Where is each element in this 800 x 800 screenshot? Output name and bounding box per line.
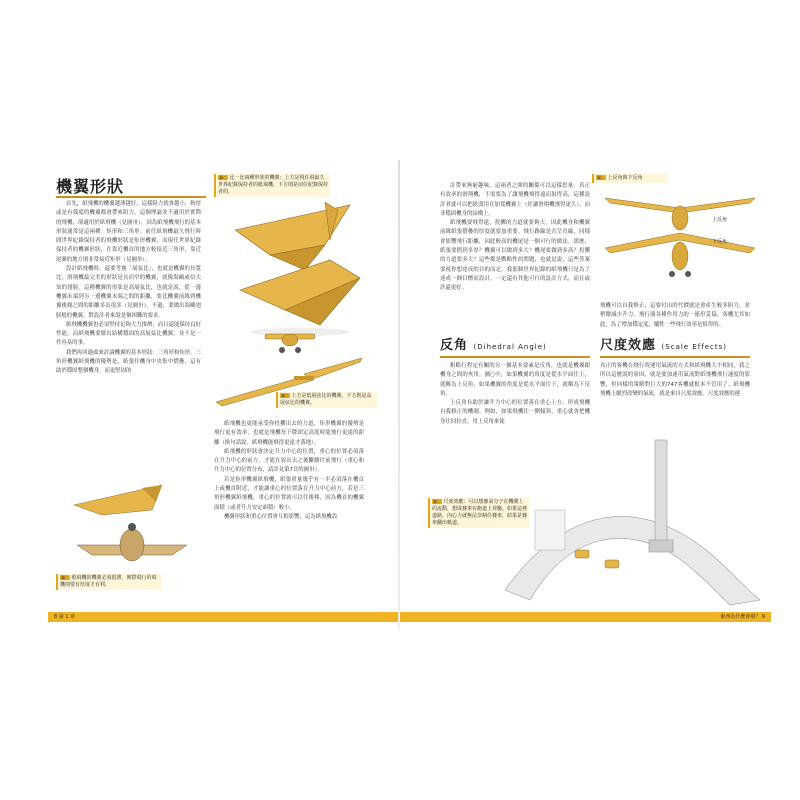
left-mid-column-text — [214, 420, 364, 610]
right-page-footer — [400, 612, 771, 622]
label-dihedral-down: 下反角 — [712, 239, 728, 245]
figure-tag: 圖○ — [281, 393, 289, 398]
paragraph: 機翼形狀和重心位置會互相影響，這為紙飛機設 — [224, 513, 338, 520]
section-heading-scale-effects — [600, 334, 727, 353]
paragraph: 上反角有助於讓升力中心的位置落在重心上方，形成飛機自我修正的機制。例如，如果飛機往一側傾斜，重心就會把機身往回拉直。用上反角來使 — [440, 400, 590, 425]
paragraph: 若是矩形機翼紙飛機，紙張重量幾乎有一半必須落在機首上或機首附近，才能讓重心的位置落在升力中心前方，若是三角形機翼紙飛機，重心的位置就可以往後移，因為機首的機翼面積（或者升力安定面積）較小。 — [214, 476, 364, 511]
paragraph: 紙飛機的形狀會決定升力中心的位置，重心的位置必須落在升力中心的前方，才能在射出去之後繼續往前飛行（重心和升力中心的位置分布，請詳見第7頁的圖卅）。 — [214, 448, 364, 474]
paragraph: 首先，紙飛機的機翼越薄越好，這樣阻力就會越小，較厚或是有弧度的機翼都會帶來阻力，這個理論並不適用於實際的飛機，卻適用於紙飛機（見圖卅），因為紙飛機飛行的基本形狀通常是這兩種：矩形和三角形。前任紙飛機最久飛行時間世界紀錄保持者的飛機形狀是矩形機翼，而現任世界紀錄保持者的機翼形狀，在靠近機首的地方較接近三角形，靠近尾翼的地方則非常接近矩形（見圖卅）。 — [56, 201, 201, 263]
caption-text: 比一比兩種形狀的機翼：上方是現任飛最久世界紀錄保持者的紙飛機，下方則是前任紀錄保持者的。 — [218, 175, 329, 195]
section-heading-wing-shape: 機翼形狀 — [56, 174, 124, 197]
figure-tag: 圖○ — [219, 175, 227, 180]
paragraph: 我們再回過頭來討論機翼的基本形狀：三角形和矩形。三角形機翼紙飛機的優勢是，紙張往機身中央集中摺疊，這有助於穩固整個機身，而更堅固的 — [56, 349, 201, 375]
label-dihedral-up: 上反角 — [712, 217, 728, 223]
section-heading-dihedral — [440, 334, 547, 353]
heading-cn: 反角 — [440, 338, 469, 353]
thin-paper-plane-illustration — [72, 480, 172, 520]
dihedral-plane-illustration — [600, 188, 760, 288]
left-column-text — [56, 200, 201, 468]
paragraph: 紙飛機機翼也必須堅持足夠大力推擠，而且還能保持良好性能，而紙飛機要做出結構穩固的高展弦比機翼，並不是一件容易的事。 — [56, 321, 201, 347]
heading-en: (Dihedral Angle) — [473, 343, 547, 351]
caption-thin-wing — [56, 574, 162, 590]
caption-text: 上反角與下反角 — [607, 175, 643, 181]
figure-tag: 圖○ — [61, 575, 69, 580]
dihedral-side-text: 飛機可以自我修正，這要付出的代價就是會產生較多阻力，並稍微減少升力。飛行器各種作用力的一連串妥協，客機尤其如此，為了增加穩定度，犧牲一些飛行效率是值得的。 — [600, 303, 750, 328]
caption-scale-effects — [428, 498, 529, 528]
right-top-column-text — [440, 182, 590, 347]
page-number-right: 東西為什麼會飛？ 9 — [720, 614, 765, 620]
caption-text: 上方是低展弦比的機翼，下方則是高展弦比的機翼。 — [280, 393, 372, 406]
caption-wing-comparison — [214, 174, 330, 197]
delta-paper-plane-illustration — [230, 200, 370, 340]
paragraph: 計帶來無窮趣味，這兩者之間的關係可以這樣思量：真正有效率的滑翔機，不需要為了讓飛機飛得遠而射得高，這種設計者就可以把紙張用在加寬機翼上（好讓滑翔機飛得更久），而非穩固機身的結構上。 — [440, 183, 590, 217]
caption-text: 尺度效應：可以想像氣分子在機翼上的流動，想成賽車在跑道上奔馳。如果這裡道路，內心力就無法奈制住賽車，結果是賽車翻出軌道。 — [432, 499, 528, 526]
page-gutter — [398, 160, 400, 630]
left-page-footer — [48, 612, 398, 622]
heading-cn: 尺度效應 — [600, 338, 657, 353]
paragraph: 設計紙飛機時，還要考慮「展弦比」，也就是機翼的長寬比。滑翔機最完美的形狀是長而窄的機翼，就像海鷗或信天翁的翅膀。這種機翼的形狀是高展弦比，也就是說，從一邊機翼末端到另一邊機翼末端之間的距離，要比機翼前緣到機翼後緣之間的距離多出很多（見圖卅）。不過，要做出海鷗翅膀般的機翼，對設計者來說是個困難的要求。 — [56, 266, 201, 319]
caption-dihedral — [592, 174, 668, 183]
caption-text: 紙飛機的機翼必須很薄，實際飛行的飛機則要有厚度才有利。 — [60, 575, 157, 588]
page-number-left: 8 第 1 章 — [54, 614, 76, 620]
paragraph: 紙飛機要飛得遠，投擲的力道就要夠大，因此機身和機翼前緣紙張摺疊的厚度就要加重要。飛行路線是否呈直線，同樣會影響飛行距離，因此較高的機尾是一個可行的做法。那麼，紙張要摺到多厚？機翼可以做到多大？機尾要做到多高？投擲的力道要多大？這些都是戰略性的問題，也就是說，這些答案要視你想達成的目的而定。我那個世界紀錄的紙飛機只是為了達成一個目標而設計，一定還有其他可行的設計方式，而且或許還更好。 — [440, 220, 590, 292]
real-airplane-illustration — [72, 515, 192, 575]
paragraph: 紙飛機也更能承受你投擲出去的力道，矩形機翼的優勢是飛行更有效率，也就是飛機每下降固定高度時能飛行更遠的距離（換句話說，紙飛機能飛得更遠才落地）。 — [214, 421, 364, 446]
scale-effects-text: 真正的客機在飛行時運用氣流的方式和紙飛機大不相同，我之所以這麼說的原因，就是要加速用氣流對紙飛機飛行速度的影響，但同樣的策略對巨大的747客機就根本不管用了。紙飛機飛機上劇烈改變的氣流，就是來自尺度效應。尺度效應的運 — [600, 363, 750, 397]
racetrack-illustration — [495, 440, 765, 610]
figure-tag: 圖○ — [433, 499, 441, 504]
heading-en: (Scale Effects) — [661, 343, 727, 351]
figure-tag: 圖○ — [597, 175, 605, 180]
paragraph: 粗略行程定有關的另一個基本要素是反角，也就是機翼跟機身之間的夾角。圖○中，如果機翼的角度是從水平面往上，就稱為上反角，如果機翼的角度是從水平面往下，就稱為下反角。 — [440, 363, 590, 397]
caption-aspect-ratio — [276, 392, 377, 408]
